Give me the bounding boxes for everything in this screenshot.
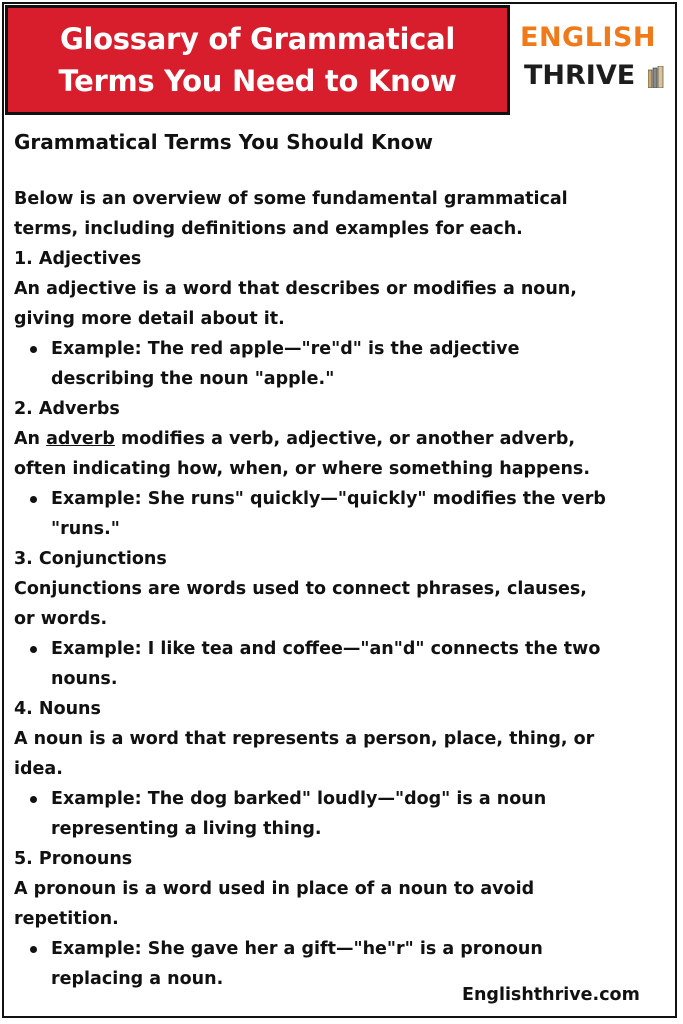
example-line: Example: The dog barked" loudly—"dog" is a noun: [51, 789, 547, 809]
term-title-nouns: 4. Nouns: [14, 699, 101, 719]
example-line: Example: She gave her a gift—"he"r" is a pronoun: [51, 939, 543, 959]
intro-line-1: Below is an overview of some fundamental grammatical: [14, 189, 568, 209]
example-line: describing the noun "apple.": [51, 369, 335, 389]
title-line-2: Terms You Need to Know: [58, 64, 457, 98]
definition-line: A noun is a word that represents a person, place, thing, or: [14, 729, 595, 749]
example-list-item: [14, 334, 664, 394]
term-title-conjunctions: 3. Conjunctions: [14, 549, 167, 569]
example-line: replacing a noun.: [51, 969, 224, 989]
logo-word-english: ENGLISH: [520, 22, 656, 53]
definition-line: idea.: [14, 759, 63, 779]
definition-rest: modifies a verb, adjective, or another adverb,: [114, 429, 576, 449]
title-line-1: Glossary of Grammatical: [60, 22, 455, 56]
definition-line: often indicating how, when, or where something happens.: [14, 459, 590, 479]
intro-line-2: terms, including definitions and examples for each.: [14, 219, 523, 239]
bullet-dot-icon: [30, 796, 37, 803]
bullet-dot-icon: [30, 946, 37, 953]
title-banner: [5, 5, 510, 115]
logo-word-thrive: THRIVE: [524, 60, 636, 91]
section-heading: Grammatical Terms You Should Know: [14, 130, 433, 154]
example-line: Example: She runs" quickly—"quickly" modifies the verb: [51, 489, 606, 509]
example-list-item: [14, 634, 664, 694]
example-line: "runs.": [51, 519, 120, 539]
term-title-pronouns: 5. Pronouns: [14, 849, 133, 869]
footer-site-url: Englishthrive.com: [462, 985, 640, 1005]
definition-line: giving more detail about it.: [14, 309, 285, 329]
main-content: [14, 128, 664, 994]
definition-line: A pronoun is a word used in place of a noun to avoid: [14, 879, 535, 899]
english-thrive-logo: [520, 22, 670, 102]
definition-line: repetition.: [14, 909, 119, 929]
bullet-dot-icon: [30, 646, 37, 653]
example-list-item: [14, 484, 664, 544]
term-title-adjectives: 1. Adjectives: [14, 249, 142, 269]
example-line: nouns.: [51, 669, 118, 689]
example-line: Example: The red apple—"re"d" is the adjective: [51, 339, 520, 359]
example-line: representing a living thing.: [51, 819, 322, 839]
header: [0, 0, 679, 120]
definition-line: or words.: [14, 609, 108, 629]
term-title-adverbs: 2. Adverbs: [14, 399, 120, 419]
bullet-dot-icon: [30, 346, 37, 353]
definition-line: [14, 424, 664, 454]
bullet-dot-icon: [30, 496, 37, 503]
definition-line: Conjunctions are words used to connect phrases, clauses,: [14, 579, 587, 599]
example-list-item: [14, 784, 664, 844]
adverb-link[interactable]: adverb: [46, 429, 115, 449]
example-line: Example: I like tea and coffee—"an"d" connects the two: [51, 639, 601, 659]
definition-prefix: An: [14, 429, 47, 449]
definition-line: An adjective is a word that describes or modifies a noun,: [14, 279, 577, 299]
glossary-body: [14, 184, 664, 994]
books-icon: [648, 66, 664, 88]
